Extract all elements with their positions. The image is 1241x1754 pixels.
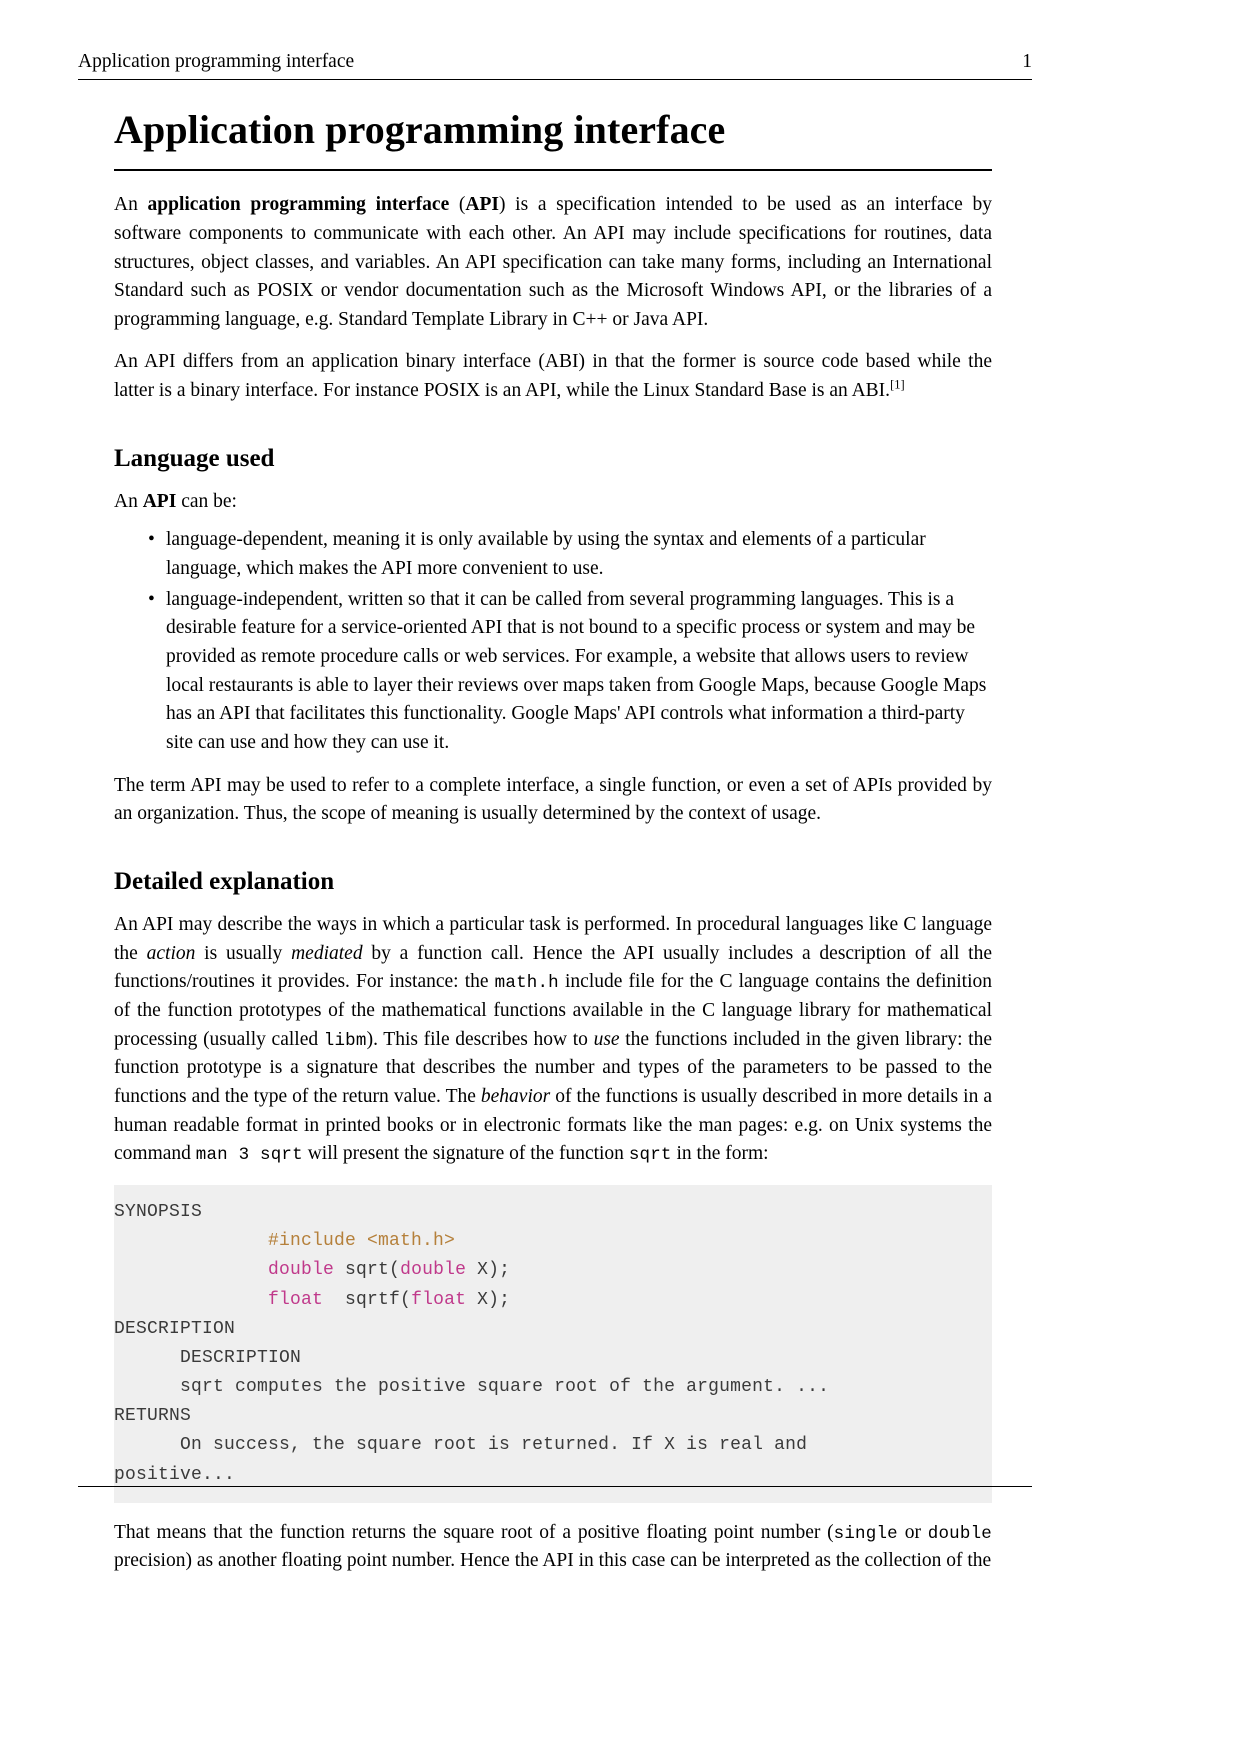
citation-reference-1[interactable]: [1] — [890, 377, 905, 392]
intro-rest: ) is a specification intended to be used as an interface by software components to communicate with each other. An API may include specifications for routines, data structures, object classes, and variables. An API specification can take many forms, including an International Standard such as POSIX or vendor documentation such as the Microsoft Windows API, or the libraries of a programming language, e.g. Standard Template Library in C++ or Java API. — [114, 194, 992, 330]
de-e: ). This file describes how to — [366, 1028, 594, 1050]
footer-divider — [78, 1486, 1032, 1487]
italic-action: action — [146, 942, 196, 964]
cp-b: or — [897, 1521, 928, 1543]
inline-code-man-3-sqrt: man 3 sqrt — [195, 1145, 303, 1166]
code-token: X); — [466, 1289, 511, 1310]
inline-code-double: double — [927, 1523, 992, 1544]
language-used-closing-paragraph: The term API may be used to refer to a complete interface, a single function, or even a set of APIs provided by an organization. Thus, the scope of meaning is usually determined by the context of usage. — [114, 774, 992, 825]
code-token: float — [411, 1289, 467, 1310]
code-token: #include <math.h> — [268, 1231, 456, 1252]
code-token: double — [268, 1260, 335, 1281]
de-b: is usually — [195, 942, 292, 964]
section-heading-detailed-explanation: Detailed explanation — [114, 868, 335, 895]
bold-api: API — [142, 490, 177, 512]
de-d: include file for the C language contains the definition of the function prototypes of the mathematical functions available in the C language library for mathematical processing (usually called — [114, 971, 992, 1050]
inline-code-single: single — [833, 1523, 898, 1544]
code-token — [114, 1231, 268, 1251]
code-token: DESCRIPTION — [114, 1347, 302, 1368]
lang-intro-lead: An — [114, 490, 143, 512]
cp-c: precision) as another floating point number. Hence the API in this case can be interpreted as the collection of the — [114, 1550, 992, 1572]
closing-paragraph — [114, 1519, 992, 1576]
code-token: sqrt( — [334, 1260, 401, 1281]
code-token: RETURNS — [114, 1406, 192, 1427]
code-token: double — [400, 1260, 467, 1281]
code-token: positive... — [114, 1464, 236, 1485]
italic-mediated: mediated — [291, 942, 363, 964]
language-used-bullet-list — [114, 526, 992, 757]
running-header-page-number: 1 — [1022, 51, 1032, 72]
list-item: • language-dependent, meaning it is only available by using the syntax and elements of a particular language, which makes the API more convenient to use. — [148, 526, 992, 583]
intro-lead: An — [114, 194, 148, 216]
intro-paragraph-2 — [114, 348, 992, 405]
inline-code-math-h: math.h — [494, 973, 559, 994]
intro-p2-text: An API differs from an application binary interface (ABI) in that the former is source code based while the latter is a binary interface. For instance POSIX is an API, while the Linux Standard Base is an ABI. — [114, 351, 992, 402]
page-title: Application programming interface — [114, 107, 726, 152]
code-token — [114, 1260, 268, 1280]
de-h: will present the signature of the function — [302, 1143, 629, 1165]
code-token: X); — [466, 1260, 511, 1281]
de-a: An API may describe the ways in which a particular task is performed. In procedural languages like C language the — [114, 914, 992, 964]
code-block-synopsis — [114, 1185, 992, 1503]
code-token: DESCRIPTION — [114, 1318, 236, 1339]
code-token: sqrt computes the positive square root of the argument. ... — [114, 1377, 830, 1398]
intro-mid: ( — [449, 194, 466, 216]
inline-code-libm: libm — [323, 1030, 367, 1051]
code-token: float — [268, 1289, 324, 1310]
de-f: the functions included in the given library: the function prototype is a signature that describes the number and types of the parameters to be passed to the functions and the type of the return value. The — [114, 1028, 992, 1108]
language-used-intro — [114, 488, 992, 517]
title-divider — [114, 169, 992, 171]
cp-a: That means that the function returns the square root of a positive floating point number ( — [114, 1521, 834, 1543]
inline-code-sqrt: sqrt — [628, 1145, 672, 1166]
intro-paragraph-1 — [114, 191, 992, 334]
code-token: On success, the square root is returned. If X is real and — [114, 1435, 808, 1456]
bold-term-api-full: application programming interface — [147, 194, 450, 216]
code-token — [114, 1290, 268, 1310]
de-c: by a function call. Hence the API usually includes a description of all the functions/routines it provides. For instance: the — [114, 942, 992, 993]
document-content — [114, 108, 992, 1590]
bold-term-api-abbr: API — [465, 194, 499, 216]
code-token: sqrtf( — [323, 1289, 412, 1310]
italic-use: use — [593, 1028, 620, 1050]
list-item: • language-independent, written so that it can be called from several programming languages. This is a desirable feature for a service-oriented API that is not bound to a specific process or system and may be provided as remote procedure calls or web services. For example, a website that allows users to review local restaurants is able to layer their reviews over maps taken from Google Maps, because Google Maps has an API that facilitates this functionality. Google Maps' API controls what information a third-party site can use and how they can use it. — [148, 586, 992, 758]
italic-behavior: behavior — [480, 1086, 551, 1108]
lang-intro-rest: can be: — [176, 490, 237, 512]
header-divider — [78, 79, 1032, 80]
detailed-explanation-paragraph — [114, 911, 992, 1169]
section-heading-language-used: Language used — [114, 444, 275, 472]
running-header-title: Application programming interface — [78, 51, 355, 72]
running-header — [78, 50, 1032, 73]
code-token: SYNOPSIS — [114, 1202, 203, 1223]
de-g: of the functions is usually described in more details in a human readable format in printed books or in electronic formats like the man pages: e.g. on Unix systems the command — [114, 1086, 992, 1165]
de-i: in the form: — [671, 1143, 769, 1165]
